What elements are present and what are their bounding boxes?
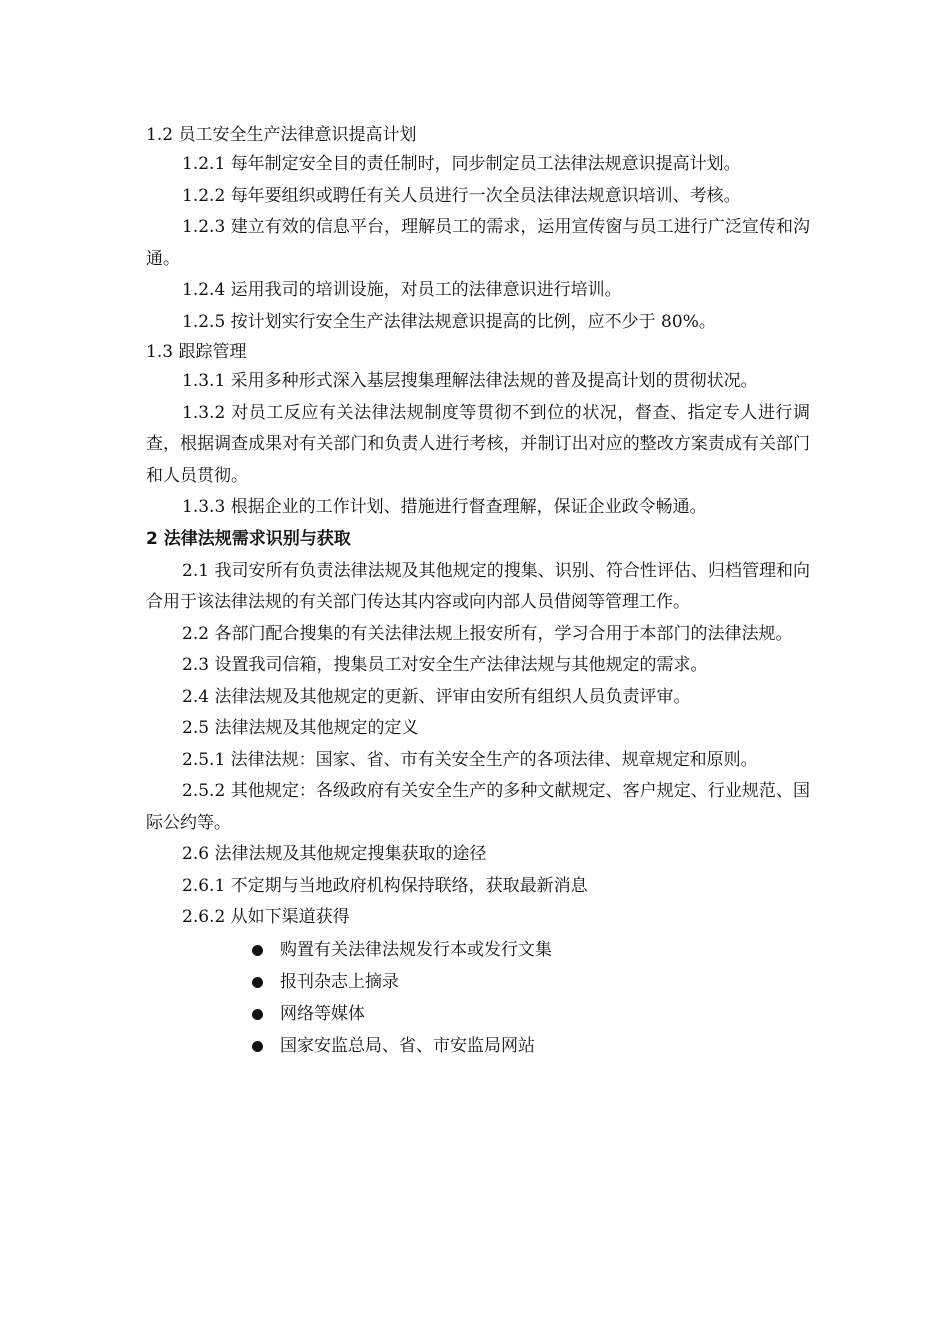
bullet-item [252,934,810,966]
paragraph: 2.5 法律法规及其他规定的定义 [182,718,419,738]
paragraph: 2.3 设置我司信箱，搜集员工对安全生产法律法规与其他规定的需求。 [182,655,708,675]
paragraph: 1.3.1 采用多种形式深入基层搜集理解法律法规的普及提高计划的贯彻状况。 [182,371,758,391]
paragraph: 2.6 法律法规及其他规定搜集获取的途径 [182,844,487,864]
bullet-text: 国家安监总局、省、市安监局网站 [280,1035,535,1056]
paragraph: 1.3.3 根据企业的工作计划、措施进行督查理解，保证企业政令畅通。 [182,497,707,517]
paragraph: 1.3.2 对员工反应有关法律法规制度等贯彻不到位的状况，督查、指定专人进行调查，根据调查成果对有关部门和负责人进行考核，并制订出对应的整改方案责成有关部门和人员贯彻。 [146,402,810,486]
paragraph: 2.1 我司安所有负责法律法规及其他规定的搜集、识别、符合性评估、归档管理和向合用于该法律法规的有关部门传达其内容或向内部人员借阅等管理工作。 [146,560,810,612]
paragraph: 2.5.1 法律法规：国家、省、市有关安全生产的各项法律、规章规定和原则。 [182,749,758,770]
paragraph: 1.2.4 运用我司的培训设施，对员工的法律意识进行培训。 [182,280,622,300]
bullet-item [252,966,810,998]
paragraph: 1.2.1 每年制定安全目的责任制时，同步制定员工法律法规意识提高计划。 [182,154,741,174]
bullet-item [252,1030,810,1062]
paragraph: 2.2 各部门配合搜集的有关法律法规上报安所有，学习合用于本部门的法律法规。 [182,623,793,644]
paragraph: 1.2.3 建立有效的信息平台，理解员工的需求，运用宣传窗与员工进行广泛宣传和沟通。 [146,217,810,269]
document-body [146,121,810,1062]
bullet-text: 报刊杂志上摘录 [280,971,399,992]
bullet-item [252,998,810,1030]
bullet-dot-icon [252,1009,263,1020]
bullet-text: 网络等媒体 [280,1003,365,1024]
paragraph: 1.2.2 每年要组织或聘任有关人员进行一次全员法律法规意识培训、考核。 [182,185,741,206]
bullet-dot-icon [252,945,263,956]
bullet-dot-icon [252,1041,263,1052]
bullet-list [146,934,810,1062]
paragraph: 2.6.1 不定期与当地政府机构保持联络，获取最新消息 [182,875,588,896]
paragraph: 2.4 法律法规及其他规定的更新、评审由安所有组织人员负责评审。 [182,686,691,707]
section-heading: 1.3 跟踪管理 [146,342,247,362]
section-heading: 1.2 员工安全生产法律意识提高计划 [146,125,417,145]
paragraph: 1.2.5 按计划实行安全生产法律法规意识提高的比例，应不少于 80%。 [182,311,716,332]
paragraph: 2.5.2 其他规定：各级政府有关安全生产的多种文献规定、客户规定、行业规范、国际公约等。 [146,781,810,833]
sections [146,121,810,934]
chapter-heading: 2 法律法规需求识别与获取 [146,528,351,549]
bullet-text: 购置有关法律法规发行本或发行文集 [280,939,552,960]
bullet-dot-icon [252,977,263,988]
paragraph: 2.6.2 从如下渠道获得 [182,907,350,927]
